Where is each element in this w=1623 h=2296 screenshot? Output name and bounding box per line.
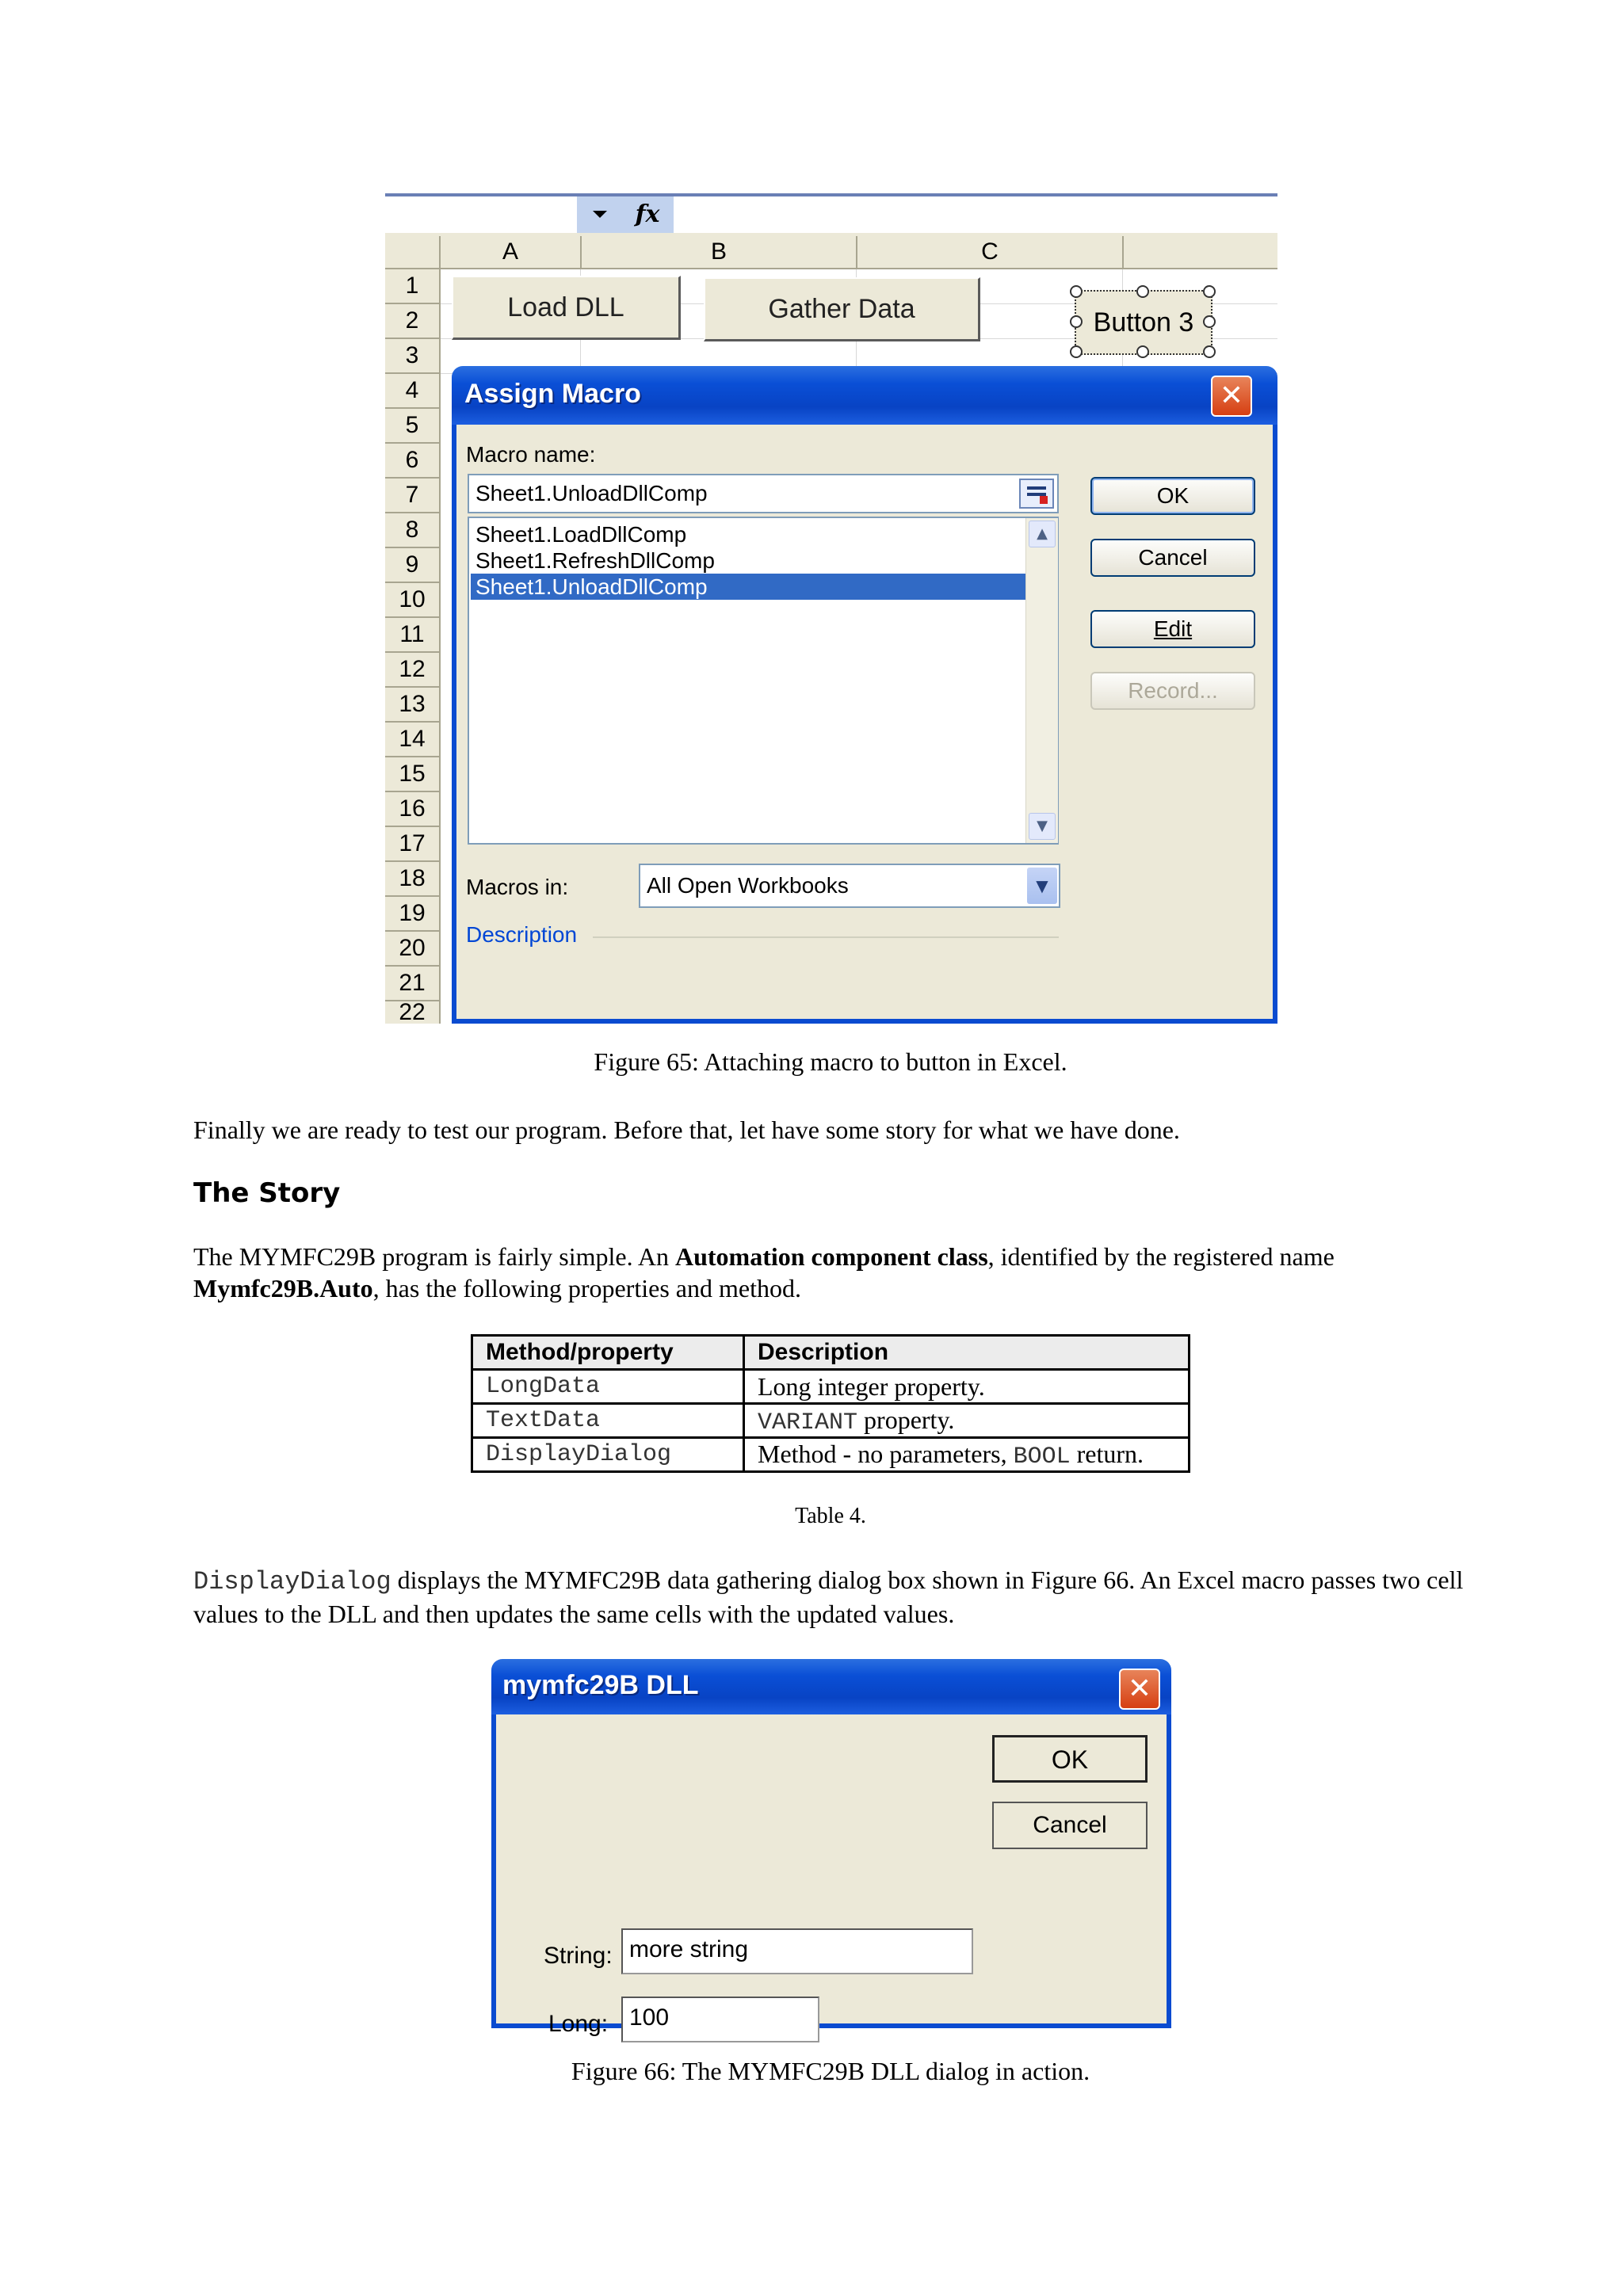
scroll-up-icon[interactable]: ▲ <box>1029 521 1056 547</box>
text-run: The MYMFC29B program is fairly simple. An <box>193 1242 675 1271</box>
figure-65-excel-screenshot <box>385 193 1277 1024</box>
row-header[interactable]: 15 <box>385 757 441 792</box>
figure-66-caption: Figure 66: The MYMFC29B DLL dialog in action. <box>571 2057 1090 2085</box>
code-text: DisplayDialog <box>193 1567 391 1596</box>
text-run: , identified by the registered name <box>987 1242 1335 1271</box>
close-icon[interactable]: ✕ <box>1119 1669 1160 1710</box>
table-row <box>472 1438 1190 1472</box>
divider <box>593 936 1059 938</box>
column-header-b[interactable]: B <box>582 236 857 269</box>
macros-in-select[interactable]: All Open Workbooks <box>639 864 1060 908</box>
row-header[interactable]: 12 <box>385 653 441 688</box>
description-label: Description <box>466 922 578 947</box>
row-header[interactable]: 20 <box>385 932 441 967</box>
string-input[interactable]: more string <box>621 1928 973 1974</box>
row-header[interactable]: 17 <box>385 827 441 862</box>
record-button[interactable]: Record... <box>1090 672 1255 710</box>
table-cell: DisplayDialog <box>472 1438 744 1472</box>
name-box-dropdown-icon[interactable] <box>577 196 621 233</box>
macro-list-item[interactable]: Sheet1.RefreshDllComp <box>475 548 715 573</box>
dialog-titlebar[interactable] <box>452 366 1277 425</box>
button-3-selected[interactable]: Button 3 <box>1075 290 1212 355</box>
fx-icon[interactable]: fx <box>621 196 674 233</box>
row-header[interactable]: 6 <box>385 444 441 479</box>
row-header[interactable]: 14 <box>385 723 441 757</box>
chevron-down-icon[interactable]: ▼ <box>1027 868 1057 904</box>
code-text: BOOL <box>1013 1443 1071 1470</box>
table-row <box>472 1404 1190 1438</box>
long-label: Long: <box>548 2011 609 2037</box>
formula-bar[interactable] <box>674 196 1277 233</box>
table-cell: LongData <box>472 1370 744 1404</box>
gather-data-button[interactable]: Gather Data <box>704 277 980 341</box>
close-icon[interactable]: ✕ <box>1211 376 1252 417</box>
macro-name-input[interactable]: Sheet1.UnloadDllComp <box>468 474 1059 513</box>
row-header[interactable]: 9 <box>385 548 441 583</box>
table-row <box>472 1370 1190 1404</box>
column-header-d[interactable] <box>1124 236 1277 269</box>
row-header[interactable]: 4 <box>385 374 441 409</box>
table-cell <box>744 1404 1190 1438</box>
text-run: property. <box>857 1405 955 1434</box>
select-all-corner[interactable] <box>385 236 441 269</box>
resize-handle[interactable] <box>1136 345 1149 358</box>
paragraph-story <box>193 1241 1477 1304</box>
row-header[interactable]: 2 <box>385 304 441 339</box>
ok-button[interactable]: OK <box>992 1735 1148 1783</box>
text-run: return. <box>1070 1439 1144 1468</box>
text-run: , has the following properties and method. <box>372 1274 801 1302</box>
figure-65-caption: Figure 65: Attaching macro to button in Excel. <box>594 1047 1067 1076</box>
section-heading: The Story <box>193 1177 341 1209</box>
row-header[interactable]: 1 <box>385 269 441 304</box>
dialog-titlebar[interactable] <box>491 1659 1171 1714</box>
paragraph-displaydialog <box>193 1564 1477 1630</box>
row-header[interactable]: 22 <box>385 1001 441 1024</box>
edit-button[interactable]: Edit <box>1090 610 1255 648</box>
macro-list[interactable] <box>468 517 1059 845</box>
cancel-button[interactable]: Cancel <box>1090 539 1255 577</box>
dialog-title: Assign Macro <box>464 379 641 409</box>
macros-in-label: Macros in: <box>466 875 569 899</box>
column-header-c[interactable]: C <box>857 236 1124 269</box>
ok-button[interactable]: OK <box>1090 477 1255 515</box>
macro-list-item-selected[interactable]: Sheet1.UnloadDllComp <box>471 574 1025 600</box>
row-header[interactable]: 3 <box>385 339 441 374</box>
row-header[interactable]: 10 <box>385 583 441 618</box>
dialog-body <box>452 425 1277 1024</box>
row-header[interactable]: 11 <box>385 618 441 653</box>
row-header[interactable]: 21 <box>385 967 441 1001</box>
collapse-dialog-icon[interactable] <box>1019 479 1054 509</box>
resize-handle[interactable] <box>1070 315 1083 328</box>
paragraph-ready: Finally we are ready to test our program. Before that, let have some story for what we have done. <box>193 1116 1180 1144</box>
table-header-cell: Method/property <box>472 1336 744 1370</box>
text-run: Method - no parameters, <box>758 1439 1014 1468</box>
resize-handle[interactable] <box>1203 315 1216 328</box>
code-text: VARIANT <box>758 1409 858 1436</box>
table-header-row <box>472 1336 1190 1370</box>
row-header[interactable]: 8 <box>385 513 441 548</box>
bold-text: Automation component class <box>674 1242 988 1271</box>
row-header[interactable]: 7 <box>385 479 441 513</box>
table-cell <box>744 1438 1190 1472</box>
cancel-button[interactable]: Cancel <box>992 1802 1148 1849</box>
macro-name-label: Macro name: <box>466 442 596 467</box>
resize-handle[interactable] <box>1070 345 1083 358</box>
text-run: displays the MYMFC29B data gathering dialog box shown in Figure 66. An Excel macro passes two cell values to the DLL and then updates the same cells with the updated values. <box>193 1566 1464 1628</box>
figure-66-dll-dialog <box>491 1659 1171 2037</box>
row-header[interactable]: 5 <box>385 409 441 444</box>
string-label: String: <box>544 1943 613 1969</box>
load-dll-button[interactable]: Load DLL <box>452 276 681 340</box>
table-cell: TextData <box>472 1404 744 1438</box>
row-header[interactable]: 19 <box>385 897 441 932</box>
resize-handle[interactable] <box>1203 285 1216 298</box>
dialog-body <box>491 1714 1171 2037</box>
scroll-down-icon[interactable]: ▼ <box>1029 813 1056 840</box>
assign-macro-dialog <box>452 366 1277 1024</box>
resize-handle[interactable] <box>1136 285 1149 298</box>
row-header[interactable]: 18 <box>385 862 441 897</box>
row-header[interactable]: 16 <box>385 792 441 827</box>
resize-handle[interactable] <box>1203 345 1216 358</box>
bold-text: Mymfc29B.Auto <box>193 1274 373 1302</box>
row-header[interactable]: 13 <box>385 688 441 723</box>
macro-list-scrollbar[interactable] <box>1025 518 1058 843</box>
column-header-a[interactable]: A <box>441 236 582 269</box>
long-input[interactable]: 100 <box>621 1997 819 2042</box>
dialog-title: mymfc29B DLL <box>502 1670 699 1700</box>
table-cell: Long integer property. <box>744 1370 1190 1404</box>
name-box[interactable] <box>385 196 578 233</box>
resize-handle[interactable] <box>1070 285 1083 298</box>
method-property-table <box>471 1334 1190 1473</box>
table-caption: Table 4. <box>795 1504 866 1528</box>
table-header-cell: Description <box>744 1336 1190 1370</box>
macro-list-item[interactable]: Sheet1.LoadDllComp <box>475 522 687 547</box>
